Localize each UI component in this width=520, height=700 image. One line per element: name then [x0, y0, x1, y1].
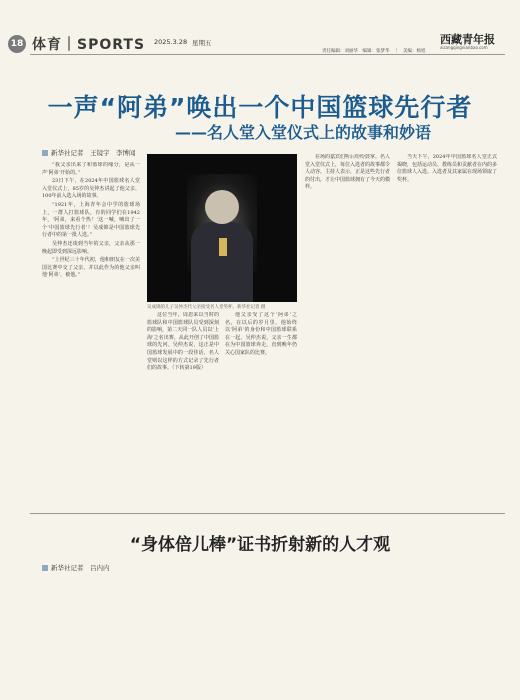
paragraph: 这位当年，周恩来以当时的篮球队和中国篮球队员受到深刻的影响，第二天同一队人员以‘上海’之名出赛，从此开创了中国篮球的先河。吴仲杰说，这正是中国篮球发展中的一段佳话，名人堂则以这样的方式记录了先行者们的故事。（下转第19版） [147, 312, 219, 372]
editor-credits: 责任编辑：刘丽华 编辑：张梦华 ｜ 美编：杨旭 [322, 49, 426, 54]
trophy-icon [219, 238, 227, 256]
header-divider [30, 54, 505, 55]
article-photo [147, 154, 297, 302]
paragraph: “我父亲出来了和篮球的缘分，是从一声‘阿弟’开始的。” [42, 162, 140, 176]
second-article-byline [42, 563, 110, 572]
masthead-logo: 西藏青年报 [440, 33, 495, 46]
article-column-3 [225, 312, 297, 507]
paragraph: 他父亲受了这个‘阿弟’之名，在以后的岁月里，他始终以‘阿弟’的身份和中国篮球联系在一起。吴仲杰说，父亲一生都在为中国篮球奔走，直到晚年仍关心国家队的比赛。 [225, 312, 297, 356]
page-header [0, 0, 520, 54]
byline-names: 王镜宇 李博闻 [90, 149, 136, 157]
paragraph: “上世纪三十年代初，他和朋友在一次美国比赛中交了父亲，并以此作为的他父亲叫他‘阿弟’，被他。” [42, 257, 140, 279]
paragraph: 当天下午，2024年中国篮球名人堂正式揭晓，包括运动员、教练员和贡献者在内的多位篮球人入选。入选者及其家属在现场领取了奖杯。 [397, 154, 497, 183]
photo-caption: 吴成锦的儿子吴仲杰代父亲接受名人堂奖杯。新华社记者 摄 [147, 305, 266, 310]
article-column-4 [305, 154, 390, 507]
paragraph: 23日下午，在2024年中国篮球名人堂入堂仪式上，85岁的吴仲杰讲起了他父亲、100年前入选入场的故事。 [42, 178, 140, 200]
paragraph: 在场的嘉宾们听后纷纷鼓掌。名人堂入堂仪式上，每位入选者的故事都令人动容。主持人表示，正是这些先行者的付出，才让中国篮球拥有了今天的模样。 [305, 154, 390, 191]
paragraph: “1921年，上海青年会中学的篮球场上，一群人打篮球队，有的同学们在1942年，‘阿弟，来看个热！’这一喊，喊出了一个‘中国篮球先行者’！吴成锦是中国篮球先行者中的第一批人选。” [42, 201, 140, 239]
byline-icon [42, 150, 48, 156]
article-column-5 [397, 154, 497, 507]
article-byline [42, 148, 136, 157]
section-title: 体育｜SPORTS [32, 37, 146, 53]
issue-date: 2025.3.28 [154, 38, 188, 46]
second-article-headline: “身体倍儿棒”证书折射新的人才观 [129, 535, 391, 555]
article-headline: 一声“阿弟”唤出一个中国篮球先行者 [47, 93, 473, 122]
byline-names: 吕内内 [90, 564, 110, 572]
issue-weekday: 星期五 [192, 39, 212, 47]
masthead-url: xizangqingnianbao.com [440, 45, 488, 50]
article-column-2 [147, 312, 219, 507]
article-subheadline: ——名人堂入堂仪式上的故事和妙语 [175, 123, 432, 142]
byline-label: 新华社记者 [51, 149, 84, 157]
article-column-1 [42, 162, 140, 507]
article-divider [30, 513, 505, 514]
paragraph: 吴仲杰还谈到当年的父亲，父亲从那一晚起即受到深远影响。 [42, 240, 140, 255]
page-number: 18 [8, 35, 26, 53]
byline-icon [42, 565, 48, 571]
byline-label: 新华社记者 [51, 564, 84, 572]
